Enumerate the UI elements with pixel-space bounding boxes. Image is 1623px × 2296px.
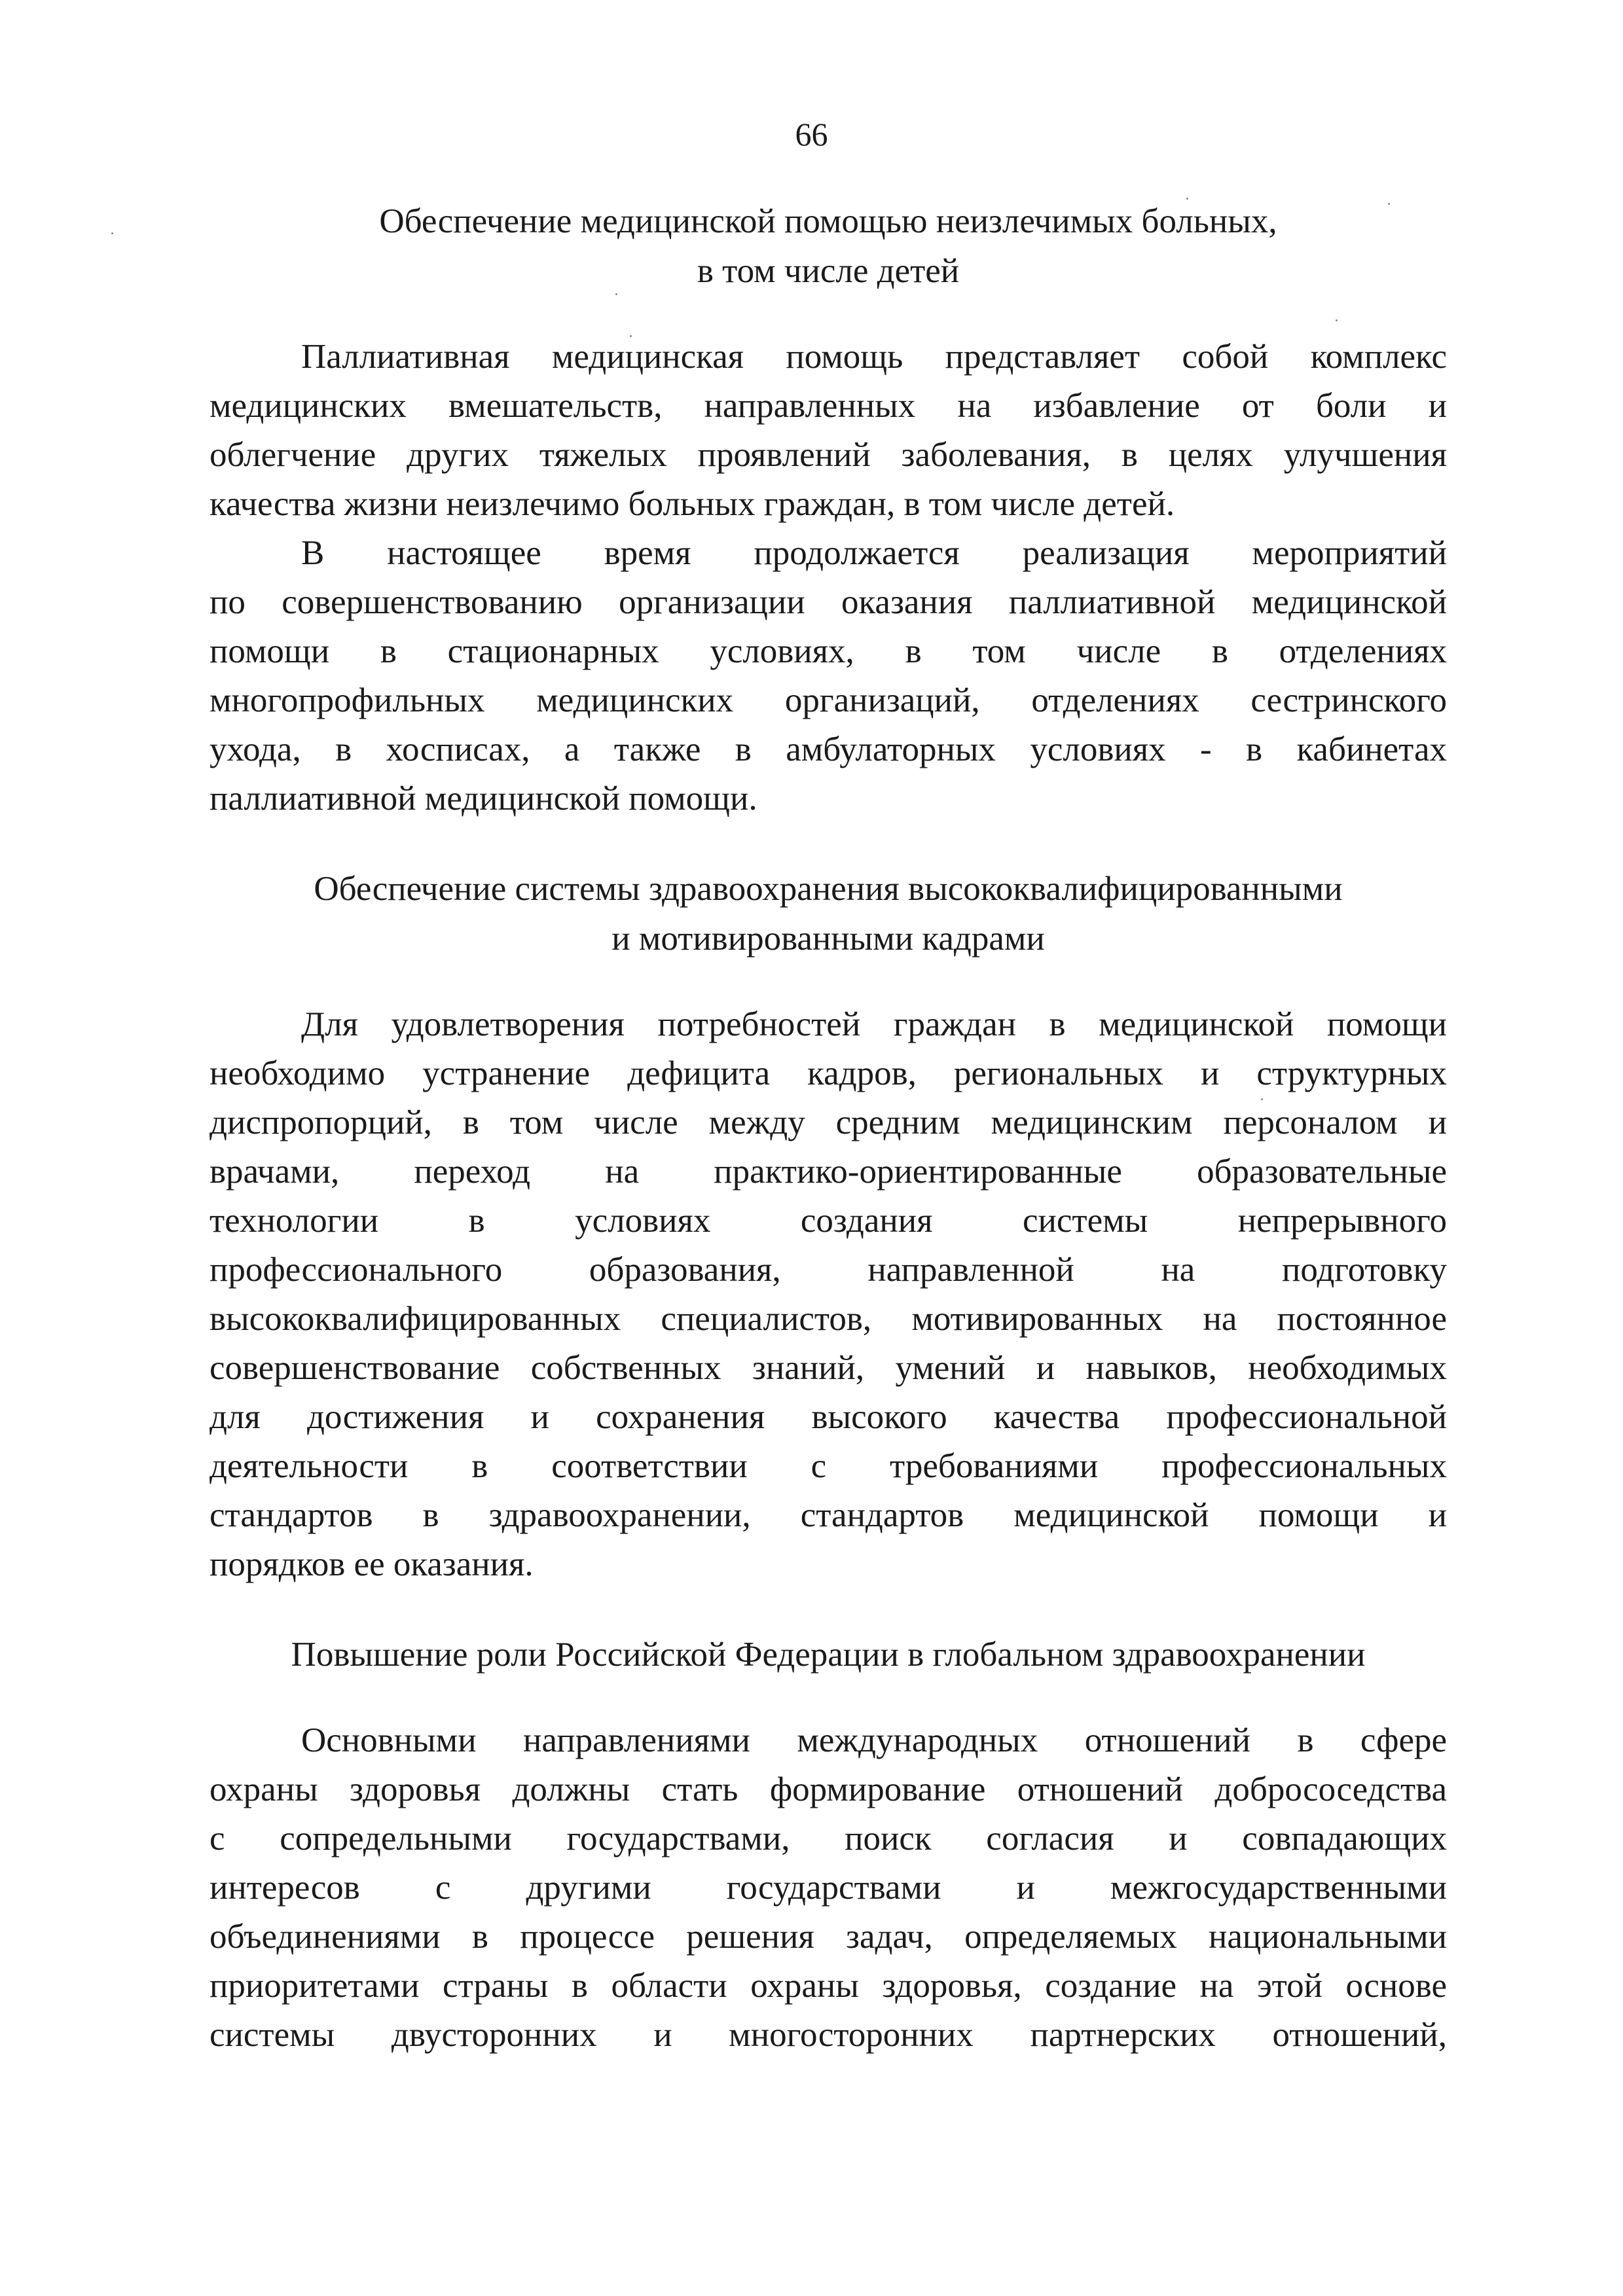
section-heading-palliative-care	[210, 196, 1447, 296]
text-line: диспропорций, в том числе между средним медицинским персоналом и	[210, 1103, 1447, 1141]
text-line: медицинских вмешательств, направленных на избавление от боли и	[210, 387, 1447, 425]
text-line: облегчение других тяжелых проявлений заболевания, в целях улучшения	[210, 436, 1447, 474]
heading-line: Обеспечение медицинской помощью неизлечимых больных,	[379, 202, 1277, 240]
text-line: системы двусторонних и многосторонних партнерских отношений,	[210, 2016, 1447, 2054]
text-line: объединениями в процессе решения задач, определяемых национальными	[210, 1918, 1447, 1956]
text-line: Для удовлетворения потребностей граждан в медицинской помощи	[301, 1005, 1447, 1043]
text-line: приоритетами страны в области охраны здоровья, создание на этой основе	[210, 1967, 1447, 2005]
text-line: Паллиативная медицинская помощь представляет собой комплекс	[301, 338, 1447, 376]
text-line: врачами, переход на практико-ориентированные образовательные	[210, 1153, 1447, 1191]
text-line: высококвалифицированных специалистов, мотивированных на постоянное	[210, 1300, 1447, 1338]
paragraph-staff-training	[210, 1000, 1447, 1589]
heading-line: и мотивированными кадрами	[611, 920, 1045, 958]
scan-speck	[111, 232, 113, 234]
section-heading-healthcare-staff	[210, 864, 1447, 963]
text-line: помощи в стационарных условиях, в том числе в отделениях	[210, 632, 1447, 670]
document-body	[210, 196, 1447, 2060]
heading-line: Повышение роли Российской Федерации в глобальном здравоохранении	[291, 1636, 1366, 1674]
text-line: ухода, в хосписах, а также в амбулаторных условиях - в кабинетах	[210, 730, 1447, 768]
heading-line: в том числе детей	[697, 252, 960, 290]
heading-line: Обеспечение системы здравоохранения высококвалифицированными	[314, 870, 1343, 908]
text-line: деятельности в соответствии с требованиями профессиональных	[210, 1447, 1447, 1485]
page-number: 66	[795, 116, 828, 152]
text-line: для достижения и сохранения высокого качества профессиональной	[210, 1398, 1447, 1436]
section-heading-global-health	[210, 1630, 1447, 1679]
text-line: охраны здоровья должны стать формирование отношений добрососедства	[210, 1770, 1447, 1808]
text-line: совершенствование собственных знаний, умений и навыков, необходимых	[210, 1349, 1447, 1387]
paragraph-palliative-measures	[210, 529, 1447, 823]
text-line: интересов с другими государствами и межгосударственными	[210, 1869, 1447, 1907]
text-line: профессионального образования, направленной на подготовку	[210, 1251, 1447, 1289]
text-line: Основными направлениями международных отношений в сфере	[301, 1721, 1447, 1759]
text-line: с сопредельными государствами, поиск согласия и совпадающих	[210, 1820, 1447, 1857]
text-line: В настоящее время продолжается реализация мероприятий	[301, 534, 1447, 572]
text-line: качества жизни неизлечимо больных граждан, в том числе детей.	[210, 485, 1175, 523]
text-line: многопрофильных медицинских организаций, отделениях сестринского	[210, 681, 1447, 719]
text-line: стандартов в здравоохранении, стандартов медицинской помощи и	[210, 1496, 1447, 1534]
text-line: по совершенствованию организации оказания паллиативной медицинской	[210, 583, 1447, 621]
text-line: необходимо устранение дефицита кадров, региональных и структурных	[210, 1054, 1447, 1092]
text-line: паллиативной медицинской помощи.	[210, 780, 757, 817]
paragraph-palliative-definition	[210, 332, 1447, 529]
paragraph-international-relations	[210, 1716, 1447, 2060]
text-line: технологии в условиях создания системы непрерывного	[210, 1202, 1447, 1240]
text-line: порядков ее оказания.	[210, 1545, 534, 1583]
